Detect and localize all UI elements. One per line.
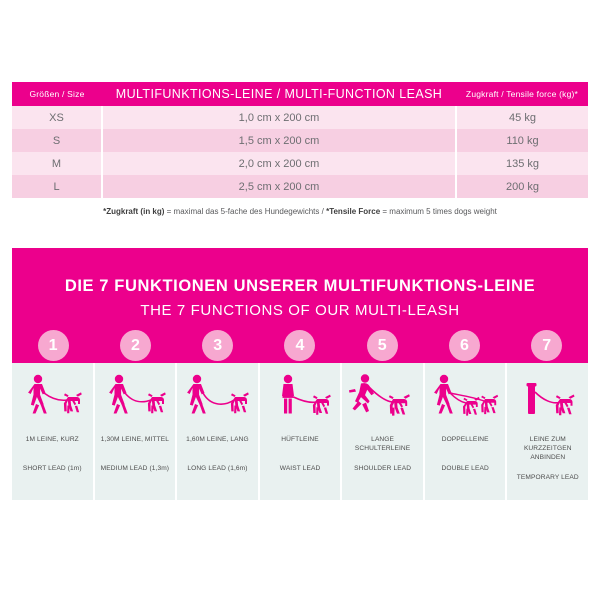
header-tensile-force: Zugkraft / Tensile force (kg)* <box>456 82 588 106</box>
function-label-en: SHORT LEAD (1m) <box>22 465 82 472</box>
panel-title-en: THE 7 FUNCTIONS OF OUR MULTI-LEASH <box>140 302 460 319</box>
function-labels-7 <box>507 423 588 483</box>
walker-with-dog-long-lead-icon <box>177 363 258 423</box>
function-column-2 <box>95 363 178 500</box>
cell-dimensions: 2,0 cm x 200 cm <box>102 152 456 175</box>
circle-cell <box>12 330 94 361</box>
function-labels-1 <box>12 423 93 474</box>
function-column-4 <box>260 363 343 500</box>
circle-cell <box>94 330 176 361</box>
function-column-3 <box>177 363 260 500</box>
table-row <box>12 152 588 175</box>
function-column-7 <box>507 363 588 500</box>
footnote-de-bold: *Zugkraft (in kg) <box>103 206 165 216</box>
function-number-badge: 4 <box>284 330 315 361</box>
circle-cell <box>341 330 423 361</box>
walker-with-dog-short-lead-icon <box>12 363 93 423</box>
function-column-5 <box>342 363 425 500</box>
function-label-de: DOPPELLEINE <box>441 436 489 443</box>
function-label-en: MEDIUM LEAD (1,3m) <box>100 465 170 472</box>
cell-size: XS <box>12 106 102 129</box>
table-row <box>12 129 588 152</box>
function-labels-5 <box>342 423 423 474</box>
function-labels-6 <box>425 423 506 474</box>
panel-title-de: DIE 7 FUNKTIONEN UNSERER MULTIFUNKTIONS-LEINE <box>64 277 536 295</box>
circle-cell <box>177 330 259 361</box>
function-number-badge: 3 <box>202 330 233 361</box>
function-label-en: SHOULDER LEAD <box>354 465 412 472</box>
double-lead-two-dogs-icon <box>425 363 506 423</box>
footnote-en-bold: *Tensile Force <box>326 206 381 216</box>
function-label-de: LANGE SCHULTERLEINE <box>354 436 411 452</box>
function-number-badge: 1 <box>38 330 69 361</box>
function-label-de: 1,60M LEINE, LANG <box>186 436 249 443</box>
function-label-de: 1,30M LEINE, MITTEL <box>100 436 169 443</box>
cell-force: 45 kg <box>456 106 588 129</box>
function-column-1 <box>12 363 95 500</box>
cell-size: M <box>12 152 102 175</box>
footnote-de-rest: = maximal das 5-fache des Hundegewichts / <box>164 206 327 216</box>
cell-force: 135 kg <box>456 152 588 175</box>
footnote <box>12 198 588 222</box>
cell-size: L <box>12 175 102 198</box>
table-row <box>12 106 588 129</box>
table-row <box>12 175 588 198</box>
function-column-6 <box>425 363 508 500</box>
function-label-en: TEMPORARY LEAD <box>516 473 579 481</box>
function-number-row <box>12 330 588 361</box>
function-labels-2 <box>95 423 176 474</box>
function-number-badge: 5 <box>367 330 398 361</box>
header-size: Größen / Size <box>12 82 102 106</box>
circle-cell <box>259 330 341 361</box>
circle-cell <box>506 330 588 361</box>
function-number-badge: 7 <box>531 330 562 361</box>
cell-dimensions: 1,5 cm x 200 cm <box>102 129 456 152</box>
size-table-header-row <box>12 82 588 106</box>
function-columns <box>12 363 588 500</box>
footnote-en-rest: = maximum 5 times dogs weight <box>380 206 497 216</box>
header-product: MULTIFUNKTIONS-LEINE / MULTI-FUNCTION LEASH <box>102 82 456 106</box>
post-tie-lead-icon <box>507 363 588 423</box>
function-label-de: LEINE ZUM KURZZEITGEN ANBINDEN <box>523 436 572 461</box>
function-labels-3 <box>177 423 258 474</box>
size-table-head <box>12 82 588 106</box>
cell-dimensions: 1,0 cm x 200 cm <box>102 106 456 129</box>
function-number-badge: 2 <box>120 330 151 361</box>
function-label-de: 1M LEINE, KURZ <box>25 436 79 443</box>
cell-force: 200 kg <box>456 175 588 198</box>
cell-force: 110 kg <box>456 129 588 152</box>
runner-shoulder-lead-icon <box>342 363 423 423</box>
walker-with-dog-medium-lead-icon <box>95 363 176 423</box>
function-label-de: HÜFTLEINE <box>281 436 319 443</box>
function-label-en: WAIST LEAD <box>279 465 321 472</box>
function-label-en: LONG LEAD (1,6m) <box>187 465 248 472</box>
circle-cell <box>423 330 505 361</box>
cell-dimensions: 2,5 cm x 200 cm <box>102 175 456 198</box>
size-table-body <box>12 106 588 222</box>
size-table <box>12 82 588 222</box>
function-number-badge: 6 <box>449 330 480 361</box>
cell-size: S <box>12 129 102 152</box>
function-label-en: DOUBLE LEAD <box>441 465 489 472</box>
function-labels-4 <box>260 423 341 474</box>
footnote-row <box>12 198 588 222</box>
waist-lead-icon <box>260 363 341 423</box>
